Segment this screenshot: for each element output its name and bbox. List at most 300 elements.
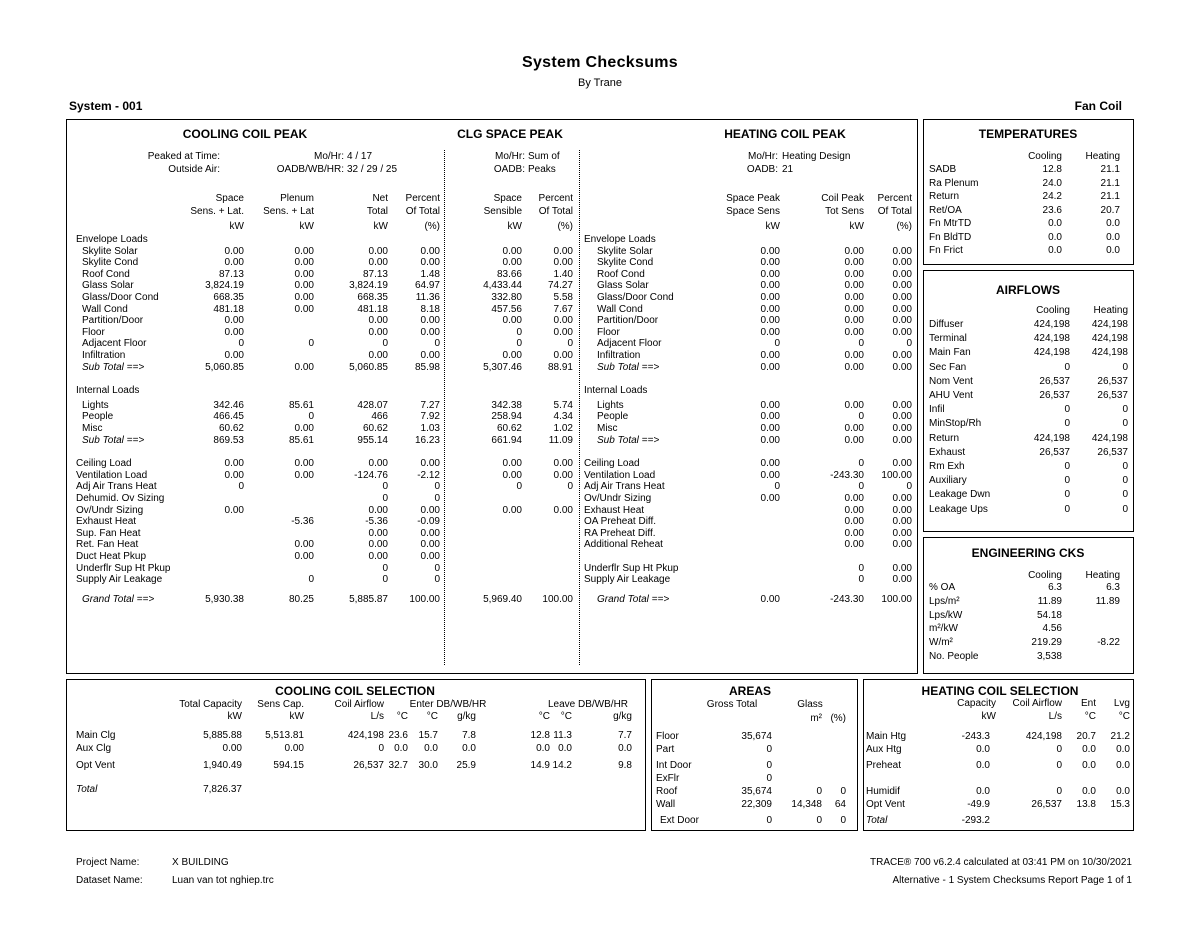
coil-cell: 424,198 <box>347 730 384 741</box>
cooling-cell: 1.02 <box>553 423 573 434</box>
cooling-cell: 100.00 <box>542 593 573 605</box>
heating-cell: 100.00 <box>881 469 912 481</box>
cooling-cell: 0.00 <box>294 458 314 470</box>
eng-label: % OA <box>929 582 956 593</box>
heating-cell: 0 <box>858 338 864 350</box>
cooling-cell: 0.00 <box>294 423 314 434</box>
col-plenum-l2: Sens. + Lat <box>263 206 314 217</box>
coil-row-label: Opt Vent <box>76 760 115 771</box>
area-gross: 35,674 <box>741 731 772 742</box>
htg-cell: 20.7 <box>1076 731 1096 742</box>
cooling-cell: 7.92 <box>420 411 440 423</box>
cooling-cell: 0.00 <box>294 245 314 257</box>
heating-cell: 0.00 <box>892 326 912 338</box>
unit-u_kw1: kW <box>227 711 242 722</box>
cooling-cell: 74.27 <box>547 280 573 292</box>
area-gross: 0 <box>766 744 772 755</box>
h-ent: Ent <box>1080 698 1096 709</box>
heating-cell: 0.00 <box>844 527 864 539</box>
col-cpct-l1: Percent <box>538 193 573 204</box>
heating-cell: 0.00 <box>760 268 780 280</box>
airflow-heating: 0 <box>1122 475 1128 487</box>
col-plenum-l1: Plenum <box>280 193 314 204</box>
heating-cell: 0.00 <box>760 361 780 373</box>
airflow-cooling: 424,198 <box>1033 333 1070 345</box>
cooling-cell: 8.18 <box>420 303 440 315</box>
page-title: System Checksums <box>522 54 678 71</box>
clg-space-title: CLG SPACE PEAK <box>457 127 563 141</box>
cooling-row-label: Glass Solar <box>82 280 134 292</box>
h-gross: Gross Total <box>706 699 758 710</box>
heating-row-label: Glass/Door Cond <box>597 292 674 303</box>
htg-cell: 0 <box>1056 744 1062 755</box>
cooling-row-label: Sub Total ==> <box>82 361 145 373</box>
cooling-cell: 0.00 <box>420 504 440 516</box>
coil-cell: 23.6 <box>388 730 408 741</box>
airflow-cooling: 0 <box>1064 461 1070 472</box>
coil-row-label: Total <box>76 784 98 795</box>
airflow-heating: 26,537 <box>1097 446 1128 458</box>
cooling-cell: 0.00 <box>553 245 573 257</box>
coil-cell: 0.0 <box>462 743 476 754</box>
coil-cell: 0 <box>378 743 384 754</box>
heating-cell: 0.00 <box>844 539 864 551</box>
divider <box>579 150 580 665</box>
heating-row-label: Lights <box>597 399 624 411</box>
airflow-cooling: 0 <box>1064 503 1070 515</box>
areas-title: AREAS <box>728 684 771 698</box>
cooling-row-label: Skylite Solar <box>82 245 138 257</box>
cooling-cell: 7.27 <box>420 399 440 411</box>
htg-row-label: Humidif <box>866 786 900 797</box>
eng-cooling: 3,538 <box>1036 651 1062 662</box>
cooling-row-label: Infiltration <box>82 350 126 361</box>
cooling-cell: 85.61 <box>288 434 314 446</box>
temp-label: Ret/OA <box>929 204 962 216</box>
temp-heating: 0.0 <box>1106 245 1120 256</box>
heating-row-label: Glass Solar <box>597 280 649 292</box>
project-label: Project Name: <box>76 857 140 868</box>
airflow-label: Terminal <box>929 333 967 345</box>
cooling-cell: 85.61 <box>288 399 314 411</box>
cooling-cell: 0 <box>516 338 522 350</box>
heating-cell: 0 <box>858 411 864 423</box>
cooling-row-label: Internal Loads <box>76 385 140 397</box>
cooling-cell: 0.00 <box>368 504 388 516</box>
unit-u_c2: °C <box>426 711 438 722</box>
cooling-cell: 7.67 <box>553 303 573 315</box>
eng-heating: -8.22 <box>1097 637 1120 649</box>
cooling-cell: 0.00 <box>224 245 244 257</box>
cooling-row-label: Envelope Loads <box>76 234 148 245</box>
heating-cell: 0.00 <box>844 292 864 303</box>
airflow-label: AHU Vent <box>929 390 973 401</box>
airflow-label: Sec Fan <box>929 361 967 373</box>
area-gross: 0 <box>766 815 772 826</box>
heating-selection-title: HEATING COIL SELECTION <box>921 684 1079 698</box>
cooling-cell: -124.76 <box>354 469 388 481</box>
cooling-cell: 0 <box>382 574 388 586</box>
cooling-cell: 5,060.85 <box>349 361 388 373</box>
cooling-cell: 0.00 <box>420 245 440 257</box>
heating-cell: 0.00 <box>892 423 912 434</box>
htg-cell: -243.3 <box>961 731 990 742</box>
heating-cell: 0.00 <box>892 574 912 586</box>
cooling-cell: 0.00 <box>224 469 244 481</box>
htg-oadb-label: OADB: <box>746 164 778 175</box>
cooling-cell: 11.36 <box>415 292 440 303</box>
air-col-heating: Heating <box>1093 305 1128 316</box>
temp-col-heating: Heating <box>1085 151 1120 162</box>
cooling-cell: 869.53 <box>213 434 244 446</box>
cooling-cell: 0.00 <box>502 458 522 470</box>
col-hpct-l2: Of Total <box>877 206 912 217</box>
cooling-cell: -0.09 <box>417 516 440 528</box>
cooling-cell: 0 <box>382 338 388 350</box>
h-leave: Leave DB/WB/HR <box>547 699 629 710</box>
coil-cell: 1,940.49 <box>203 760 242 771</box>
cooling-row-label: Supply Air Leakage <box>76 574 163 586</box>
heating-row-label: Skylite Cond <box>597 257 654 269</box>
coil-cell: 26,537 <box>353 760 384 771</box>
coil-cell: 594.15 <box>273 760 304 771</box>
temp-label: Fn Frict <box>929 245 963 256</box>
coil-cell: 7,826.37 <box>203 784 242 795</box>
area-pct: 0 <box>840 815 846 826</box>
area-label: ExFlr <box>656 773 680 784</box>
heating-cell: 0.00 <box>892 516 912 528</box>
temp-heating: 21.1 <box>1100 191 1120 202</box>
airflow-cooling: 0 <box>1064 489 1070 501</box>
heating-cell: -243.30 <box>830 469 864 481</box>
page-subtitle: By Trane <box>577 77 623 89</box>
coil-cell: 9.8 <box>618 760 632 771</box>
area-label: Int Door <box>656 760 692 771</box>
temp-col-cooling: Cooling <box>1028 151 1062 162</box>
area-pct: 0 <box>840 786 846 797</box>
airflow-label: Rm Exh <box>929 461 965 472</box>
airflow-heating: 424,198 <box>1091 347 1128 359</box>
cooling-cell: 0.00 <box>368 527 388 539</box>
airflow-label: Leakage Dwn <box>929 489 991 501</box>
heating-cell: 0 <box>774 338 780 350</box>
heating-row-label: Roof Cond <box>597 268 645 280</box>
cooling-peak-title: COOLING COIL PEAK <box>182 127 308 141</box>
col-hsp-l1: Space Peak <box>726 193 780 204</box>
cooling-cell: 0.00 <box>294 292 314 303</box>
area-glass: 14,348 <box>791 799 822 810</box>
airflow-cooling: 424,198 <box>1033 319 1070 330</box>
heating-cell: 0.00 <box>844 434 864 446</box>
cooling-cell: 0.00 <box>294 303 314 315</box>
h-lvg: Lvg <box>1113 698 1130 709</box>
heating-cell: 0 <box>858 574 864 586</box>
cooling-row-label: Ret. Fan Heat <box>76 539 139 551</box>
oadb-label: OADB/WB/HR: <box>276 164 344 175</box>
temp-cooling: 0.0 <box>1048 218 1062 229</box>
cooling-cell: 481.18 <box>213 303 244 315</box>
col-net-l1: Net <box>372 193 388 204</box>
cooling-cell: 0.00 <box>224 350 244 361</box>
temp-heating: 0.0 <box>1106 231 1120 243</box>
engineering-title: ENGINEERING CKS <box>971 546 1085 560</box>
heating-cell: 0.00 <box>892 303 912 315</box>
heating-cell: 0.00 <box>760 292 780 303</box>
airflow-label: Exhaust <box>929 446 966 458</box>
eng-label: W/m² <box>929 637 953 649</box>
heating-cell: 0.00 <box>760 280 780 292</box>
cooling-row-label: People <box>82 411 114 423</box>
heating-row-label: Supply Air Leakage <box>584 574 671 586</box>
cooling-cell: 3,824.19 <box>205 280 244 292</box>
coil-cell: 0.00 <box>284 743 304 754</box>
cooling-cell: 83.66 <box>496 268 522 280</box>
cooling-cell: 0 <box>238 338 244 350</box>
heating-cell: 0.00 <box>892 493 912 504</box>
area-gross: 0 <box>766 760 772 771</box>
col-hcp-l1: Coil Peak <box>821 193 864 204</box>
cooling-cell: 332.80 <box>491 292 522 303</box>
htg-cell: 0.0 <box>976 760 990 771</box>
cooling-row-label: Grand Total ==> <box>82 593 155 605</box>
htg-cell: 0.0 <box>976 786 990 797</box>
cooling-cell: 0.00 <box>553 469 573 481</box>
airflow-heating: 424,198 <box>1091 333 1128 345</box>
heating-cell: 0.00 <box>760 257 780 269</box>
htg-row-label: Main Htg <box>866 731 907 742</box>
heating-row-label: Exhaust Heat <box>584 504 645 516</box>
cooling-cell: 5,885.87 <box>349 593 388 605</box>
heating-row-label: Adjacent Floor <box>597 338 662 350</box>
cooling-row-label: Sup. Fan Heat <box>76 527 141 539</box>
temp-cooling: 0.0 <box>1048 231 1062 243</box>
temp-label: Return <box>929 191 960 202</box>
cooling-cell: 0.00 <box>553 326 573 338</box>
airflow-heating: 0 <box>1122 489 1128 501</box>
air-col-cooling: Cooling <box>1036 305 1070 316</box>
cooling-cell: 64.97 <box>414 280 440 292</box>
h-glass: Glass <box>797 699 823 710</box>
coil-cell: 0.0 <box>424 743 438 754</box>
area-gross: 35,674 <box>741 786 772 797</box>
heating-row-label: Skylite Solar <box>597 245 653 257</box>
heating-cell: 0.00 <box>844 361 864 373</box>
htg-cell: 0 <box>1056 786 1062 797</box>
cooling-cell: 0.00 <box>420 539 440 551</box>
heating-cell: 0.00 <box>844 504 864 516</box>
coil-cell: 5,513.81 <box>265 730 304 741</box>
cooling-cell: 0 <box>567 481 573 493</box>
coil-cell: 11.3 <box>553 730 572 741</box>
htg-cell: -49.9 <box>967 799 990 810</box>
heating-cell: 0.00 <box>892 411 912 423</box>
heating-row-label: Ventilation Load <box>584 469 656 481</box>
cooling-cell: 481.18 <box>357 303 388 315</box>
col-hsp-unit: kW <box>765 221 780 232</box>
cooling-cell: 668.35 <box>357 292 388 303</box>
airflow-heating: 0 <box>1122 418 1128 430</box>
heating-row-label: Misc <box>597 423 618 434</box>
cooling-cell: 80.25 <box>288 593 314 605</box>
coil-cell: 14.9 <box>530 760 550 771</box>
heating-cell: 100.00 <box>881 593 912 605</box>
dataset-label: Dataset Name: <box>76 875 143 886</box>
cooling-cell: 0 <box>308 411 314 423</box>
system-name: System - 001 <box>69 99 143 113</box>
htg-cell: 0.0 <box>1116 786 1130 797</box>
temp-heating: 20.7 <box>1100 204 1120 216</box>
coil-row-label: Aux Clg <box>76 743 112 754</box>
airflow-heating: 26,537 <box>1097 390 1128 401</box>
col-hpct-unit: (%) <box>896 221 912 232</box>
cooling-row-label: Adjacent Floor <box>82 338 147 350</box>
oadb-value: 32 / 29 / 25 <box>347 164 398 175</box>
cooling-cell: 0.00 <box>553 458 573 470</box>
heating-cell: 0.00 <box>844 268 864 280</box>
unit-u_gkg1: g/kg <box>457 711 476 722</box>
mohr-value: 4 / 17 <box>347 151 373 162</box>
cooling-row-label: Ceiling Load <box>76 458 132 470</box>
airflow-heating: 0 <box>1122 503 1128 515</box>
heating-cell: 0.00 <box>892 315 912 327</box>
cooling-cell: 1.48 <box>420 268 440 280</box>
coil-cell: 15.7 <box>418 730 438 741</box>
heating-cell: 0.00 <box>760 245 780 257</box>
temp-label: Fn BldTD <box>929 231 972 243</box>
airflow-label: Infil <box>929 404 945 416</box>
heating-row-label: RA Preheat Diff. <box>584 527 656 539</box>
system-type: Fan Coil <box>1074 99 1122 113</box>
col-space-unit: kW <box>229 221 244 232</box>
temp-cooling: 24.2 <box>1042 191 1062 202</box>
temp-heating: 21.1 <box>1100 164 1120 175</box>
cooling-cell: 466 <box>371 411 388 423</box>
heating-cell: 0.00 <box>760 493 780 504</box>
heating-row-label: Underflr Sup Ht Pkup <box>584 562 679 574</box>
cooling-cell: 4,433.44 <box>483 280 522 292</box>
cooling-cell: 0.00 <box>502 504 522 516</box>
cooling-row-label: Ventilation Load <box>76 469 148 481</box>
area-label: Roof <box>656 786 678 797</box>
htg-cell: 0.0 <box>976 744 990 755</box>
heating-row-label: Infiltration <box>597 350 641 361</box>
unit-u_gkg2: g/kg <box>613 711 632 722</box>
cooling-cell: 0.00 <box>502 469 522 481</box>
cooling-cell: 258.94 <box>491 411 522 423</box>
heating-row-label: OA Preheat Diff. <box>584 516 657 528</box>
area-label: Ext Door <box>660 815 699 826</box>
temp-cooling: 24.0 <box>1042 177 1062 189</box>
heating-cell: 0.00 <box>760 469 780 481</box>
heating-cell: 0.00 <box>892 539 912 551</box>
airflow-cooling: 0 <box>1064 361 1070 373</box>
heating-cell: 0 <box>858 562 864 574</box>
cooling-cell: 0.00 <box>294 551 314 562</box>
cooling-cell: -2.12 <box>417 469 440 481</box>
coil-row-label: Main Clg <box>76 730 116 741</box>
cooling-selection-title: COOLING COIL SELECTION <box>275 684 435 698</box>
cooling-cell: 955.14 <box>357 434 388 446</box>
heating-row-label: Partition/Door <box>597 315 659 327</box>
clg-oadb-value: Peaks <box>528 164 556 175</box>
heating-cell: 0 <box>906 338 912 350</box>
airflow-label: Auxiliary <box>929 475 967 487</box>
clg-oadb-label: OADB: <box>493 164 525 175</box>
cooling-cell: 0 <box>434 574 440 586</box>
cooling-cell: 466.45 <box>213 411 244 423</box>
cooling-cell: 0.00 <box>368 245 388 257</box>
coil-cell: 32.7 <box>388 760 408 771</box>
heating-row-label: Ov/Undr Sizing <box>584 493 652 504</box>
calc-info: TRACE® 700 v6.2.4 calculated at 03:41 PM on 10/30/2021 <box>870 857 1132 868</box>
h-air: Coil Airflow <box>1012 698 1062 709</box>
cooling-row-label: Sub Total ==> <box>82 434 145 446</box>
col-net-l2: Total <box>366 206 388 217</box>
cooling-cell: 457.56 <box>491 303 522 315</box>
cooling-row-label: Glass/Door Cond <box>82 292 159 303</box>
unit-u_c4: °C <box>560 711 572 722</box>
htg-cell: 0 <box>1056 760 1062 771</box>
cooling-cell: 0 <box>238 481 244 493</box>
coil-cell: 14.2 <box>552 760 572 771</box>
cooling-cell: 0 <box>434 562 440 574</box>
cooling-cell: 0 <box>434 338 440 350</box>
cooling-cell: 5,930.38 <box>205 593 244 605</box>
cooling-cell: 0.00 <box>294 280 314 292</box>
area-label: Part <box>656 744 675 755</box>
coil-cell: 0.0 <box>558 743 572 754</box>
h-cap: Capacity <box>957 698 996 709</box>
cooling-row-label: Ov/Undr Sizing <box>76 504 144 516</box>
area-pct: 64 <box>834 799 846 810</box>
eng-heating: 11.89 <box>1095 595 1120 607</box>
cooling-cell: 0 <box>382 493 388 504</box>
col-hpct-l1: Percent <box>877 193 912 204</box>
u-c1: °C <box>1084 711 1096 722</box>
cooling-cell: 661.94 <box>491 434 522 446</box>
cooling-cell: 0.00 <box>224 315 244 327</box>
cooling-cell: 0.00 <box>420 315 440 327</box>
cooling-cell: 0.00 <box>368 551 388 562</box>
heating-cell: 0.00 <box>892 292 912 303</box>
cooling-cell: 0.00 <box>420 551 440 562</box>
col-pct-l2: Of Total <box>405 206 440 217</box>
area-glass: 0 <box>816 786 822 797</box>
htg-cell: 15.3 <box>1110 799 1130 810</box>
heating-cell: 0.00 <box>892 562 912 574</box>
heating-cell: 0.00 <box>760 350 780 361</box>
project-value: X BUILDING <box>172 857 229 868</box>
cooling-cell: 0.00 <box>368 257 388 269</box>
col-space-l2: Sens. + Lat. <box>190 206 244 217</box>
cooling-cell: 0.00 <box>224 257 244 269</box>
cooling-cell: 0.00 <box>294 257 314 269</box>
airflow-cooling: 0 <box>1064 475 1070 487</box>
cooling-cell: 5.58 <box>553 292 573 303</box>
cooling-cell: 1.03 <box>420 423 440 434</box>
htg-row-label: Opt Vent <box>866 799 905 810</box>
temp-label: SADB <box>929 164 957 175</box>
coil-cell: 7.7 <box>618 730 632 741</box>
unit-u_kw2: kW <box>289 711 304 722</box>
airflow-label: MinStop/Rh <box>929 418 982 430</box>
cooling-cell: 3,824.19 <box>349 280 388 292</box>
heating-cell: 0.00 <box>844 516 864 528</box>
htg-cell: 21.2 <box>1110 731 1130 742</box>
cooling-cell: 60.62 <box>362 423 388 434</box>
heating-row-label: Envelope Loads <box>584 234 656 245</box>
airflow-label: Diffuser <box>929 319 964 330</box>
